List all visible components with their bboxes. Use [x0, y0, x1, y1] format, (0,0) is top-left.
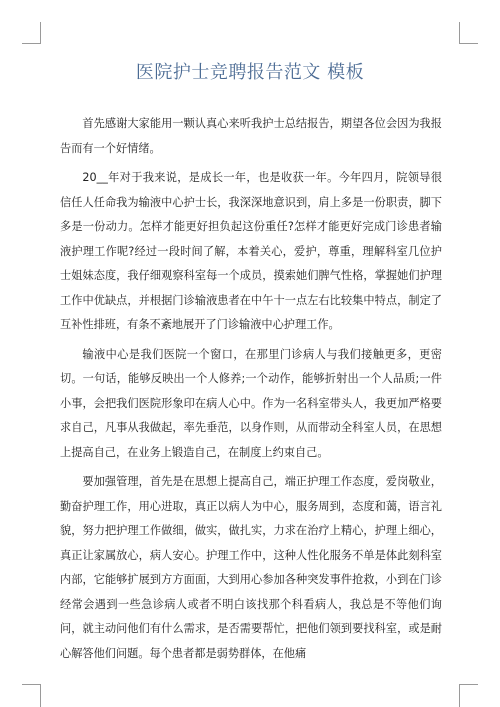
crop-mark-bottom-right — [459, 684, 460, 707]
paragraph-1: 首先感谢大家能用一颗认真心来听我护士总结报告，期望各位会因为我报告而有一个好情绪。 — [60, 117, 442, 155]
crop-mark-top-left — [40, 22, 41, 44]
crop-mark-bottom-left — [22, 684, 41, 685]
paragraph-2: 20__年对于我来说，是成长一年，也是收获一年。今年四月，院领导很信任人任命我为输液中心护士长，我深深地意识到，肩上多是一份职责，脚下多是一份动力。怎样才能更好担负起这份重任?怎样才能更好完成门诊患者输液护理工作呢?经过一段时间了解，本着关心，爱护，尊重，理解科室几位护士姐妹态度，我仔细观察科室每一个成员，摸索她们脾气性格，掌握她们护理工作中优缺点，并根据门诊输液患者在中午十一点左右比较集中特点，制定了互补性排班，有条不紊地展开了门诊输液中心护理工作。 — [60, 171, 442, 331]
document-title: 医院护士竞聘报告范文 模板 — [135, 62, 365, 83]
paragraph-3: 输液中心是我们医院一个窗口，在那里门诊病人与我们接触更多，更密切。一句话，能够反映出一个人修养;一个动作，能够折射出一个人品质;一件小事，会把我们医院形象印在病人心中。作为一名科室带头人，我更加严格要求自己，凡事从我做起，率先垂范，以身作则，从而带动全科室人员，在思想上提高自己，在业务上锻造自己，在制度上约束自己。 — [60, 347, 442, 459]
document-body — [60, 112, 442, 671]
paragraph-4: 要加强管理，首先是在思想上提高自己，端正护理工作态度，爱岗敬业，勤奋护理工作，用心进取，真正以病人为中心，服务周到，态度和蔼，语言礼貌，努力把护理工作做细，做实，做扎实，力求在治疗上精心，护理上细心，真正让家属放心，病人安心。护理工作中，这种人性化服务不单是体此刻科室内部，它能够扩展到方方面面，大到用心参加各种突发事件抢救，小到在门诊经常会遇到一些急诊病人或者不明白该找那个科看病人，我总是不等他们询问，就主动问他们有什么需求，是否需要帮忙，把他们领到要找科室，或是耐心解答他们问题。每个患者都是弱势群体，在他痛 — [60, 475, 442, 660]
crop-mark-bottom-left — [40, 684, 41, 707]
crop-mark-bottom-right — [459, 684, 478, 685]
crop-mark-top-left — [22, 43, 41, 44]
crop-mark-top-right — [459, 43, 478, 44]
crop-mark-top-right — [459, 22, 460, 44]
